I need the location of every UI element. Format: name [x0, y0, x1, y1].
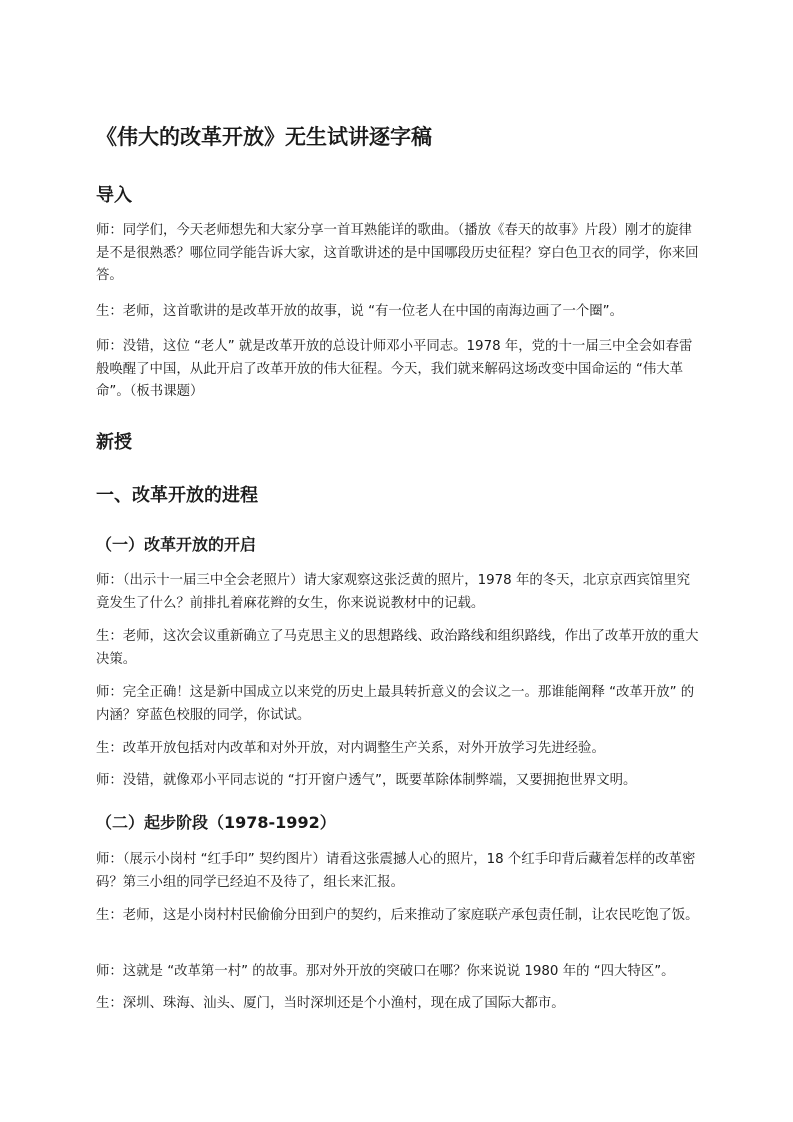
sub1-paragraph-2: 生：老师，这次会议重新确立了马克思主义的思想路线、政治路线和组织路线，作出了改革开放的重大决策。: [96, 629, 699, 667]
intro-paragraph-2: 生：老师，这首歌讲的是改革开放的故事，说 “有一位老人在中国的南海边画了一个圈”。: [96, 304, 623, 319]
sub2-paragraph-4: 生：深圳、珠海、汕头、厦门，当时深圳还是个小渔村，现在成了国际大都市。: [96, 996, 565, 1011]
sub2-paragraph-1: 师：（展示小岗村 “红手印” 契约图片）请看这张震撼人心的照片，18 个红手印背后藏着怎样的改革密码？第三小组的同学已经迫不及待了，组长来汇报。: [96, 852, 696, 890]
sub1-paragraph-4: 生：改革开放包括对内改革和对外开放，对内调整生产关系，对外开放学习先进经验。: [96, 741, 605, 756]
sub2-paragraph-3: 师：这就是 “改革第一村” 的故事。那对外开放的突破口在哪？你来说说 1980 年的 “四大特区”。: [96, 964, 675, 979]
part1-heading: 一、改革开放的进程: [96, 485, 258, 506]
document-title: 《伟大的改革开放》无生试讲逐字稿: [96, 125, 432, 149]
intro-paragraph-3: 师：没错，这位 “老人” 就是改革开放的总设计师邓小平同志。1978 年，党的十一届三中全会如春雷般唤醒了中国，从此开启了改革开放的伟大征程。今天，我们就来解码这场改变中国命运的 “伟大革命”。（板书课题）: [96, 339, 693, 399]
sub1-heading: （一）改革开放的开启: [96, 535, 257, 554]
sub2-heading: （二）起步阶段（1978-1992）: [96, 813, 336, 832]
sub1-paragraph-5: 师：没错，就像邓小平同志说的 “打开窗户透气”，既要革除体制弊端，又要拥抱世界文明。: [96, 773, 637, 788]
section-heading-intro: 导入: [96, 185, 132, 206]
sub1-paragraph-1: 师：（出示十一届三中全会老照片）请大家观察这张泛黄的照片，1978 年的冬天，北京京西宾馆里究竟发生了什么？前排扎着麻花辫的女生，你来说说教材中的记载。: [96, 573, 691, 611]
section-heading-new-lesson: 新授: [96, 432, 132, 453]
intro-paragraph-1: 师：同学们，今天老师想先和大家分享一首耳熟能详的歌曲。（播放《春天的故事》片段）刚才的旋律是不是很熟悉？哪位同学能告诉大家，这首歌讲述的是中国哪段历史征程？穿白色卫衣的同学，你来回答。: [96, 223, 699, 283]
sub2-paragraph-2: 生：老师，这是小岗村村民偷偷分田到户的契约，后来推动了家庭联产承包责任制，让农民吃饱了饭。: [96, 908, 699, 923]
sub1-paragraph-3: 师：完全正确！这是新中国成立以来党的历史上最具转折意义的会议之一。那谁能阐释 “改革开放” 的内涵？穿蓝色校服的同学，你试试。: [96, 685, 695, 723]
